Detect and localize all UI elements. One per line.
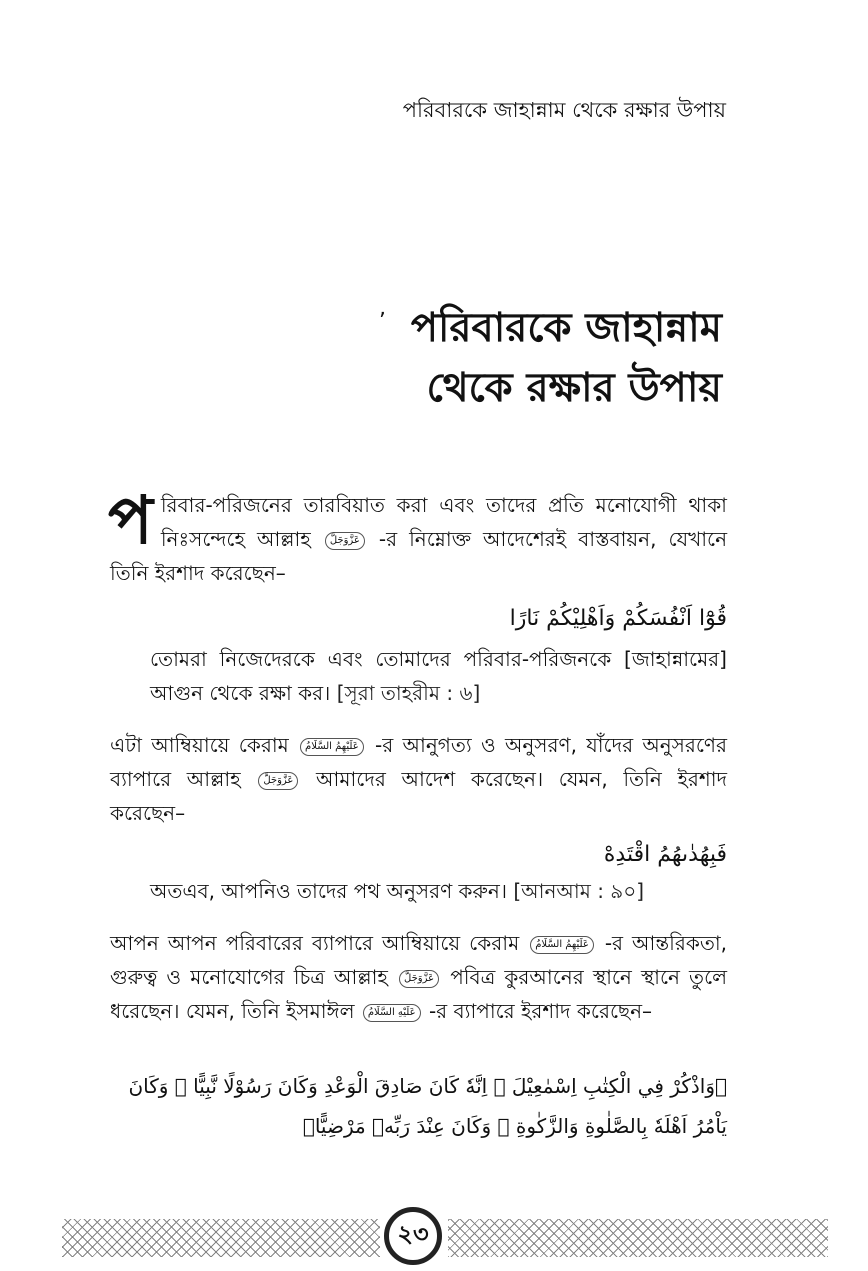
page-number: ২৩ (384, 1207, 442, 1265)
verse-2-arabic: فَبِهُدٰىهُمُ اقْتَدِهْ (603, 842, 727, 867)
honorific-prophets: عَلَيْهِمُ السَّلَامُ (530, 936, 594, 954)
paragraph-3-text-a: আপন আপন পরিবারের ব্যাপারে আম্বিয়ায়ে কেরাম (110, 931, 520, 955)
page-footer (0, 1205, 868, 1271)
chapter-title-line-2: থেকে রক্ষার উপায় (426, 365, 722, 411)
paragraph-1 (108, 482, 728, 590)
chapter-title (378, 298, 722, 418)
footer-border-right (448, 1219, 828, 1257)
main-text (108, 482, 728, 590)
verse-2-translation-text: অতএব, আপনিও তাদের পথ অনুসরণ করুন। (150, 879, 507, 903)
verse-2-translation (110, 874, 727, 908)
honorific-allah: عَزَّوَجَلَّ (399, 970, 439, 988)
title-mark: ʼ (378, 309, 386, 334)
honorific-prophet: عَلَيْهِ السَّلَامُ (363, 1004, 421, 1022)
paragraph-3-text-b: -র আন্তরিকতা, গুরুত্ব ও মনোযোগের চিত্র আল্লাহ (110, 931, 728, 989)
chapter-title-line-1: পরিবারকে জাহান্নাম (410, 305, 722, 351)
honorific-allah: عَزَّوَجَلَّ (258, 772, 298, 790)
paragraph-3 (110, 926, 727, 1028)
honorific-allah: عَزَّوَجَلَّ (325, 532, 365, 550)
paragraph-3-text-c: পবিত্র কুরআনের স্থানে স্থানে তুলে ধরেছেন। যেমন, তিনি ইসমাঈল (110, 965, 728, 1023)
verse-2-reference: [আনআম : ৯০] (513, 879, 645, 903)
verse-3-arabic: ﴿وَاذْكُرْ فِي الْكِتٰبِ اِسْمٰعِيْلَ ۫ اِنَّهٗ كَانَ صَادِقَ الْوَعْدِ وَكَانَ رَسُوْلًا نَّبِيًّا ۚ وَكَانَ يَاْمُرُ اَهْلَهٗ بِالصَّلٰوةِ وَالزَّكٰوةِ ۪ وَكَانَ عِنْدَ رَبِّهٖ مَرْضِيًّا﴾ (128, 1074, 727, 1138)
honorific-prophets: عَلَيْهِمُ السَّلَامُ (300, 738, 364, 756)
verse-1-translation (110, 642, 727, 710)
running-header: পরিবারকে জাহান্নাম থেকে রক্ষার উপায় (402, 98, 726, 122)
paragraph-2-text-a: এটা আম্বিয়ায়ে কেরাম (110, 733, 289, 757)
paragraph-2 (110, 728, 727, 830)
paragraph-2-text-c: আমাদের আদেশ করেছেন। যেমন, তিনি ইরশাদ করেছেন– (110, 767, 727, 825)
verse-1-arabic: قُوْٓا اَنْفُسَكُمْ وَاَهْلِيْكُمْ نَارًا (509, 606, 727, 631)
footer-border-left (62, 1219, 380, 1257)
paragraph-2-text-b: -র আনুগত্য ও অনুসরণ, যাঁদের অনুসরণের ব্যাপারে আল্লাহ (110, 733, 727, 791)
paragraph-3-text-d: -র ব্যাপারে ইরশাদ করেছেন– (428, 999, 653, 1023)
verse-1-translation-text: তোমরা নিজেদেরকে এবং তোমাদের পরিবার-পরিজনকে [জাহান্নামের] আগুন থেকে রক্ষা কর। (150, 647, 727, 705)
drop-cap: প (108, 482, 153, 559)
paragraph-1-text-a: রিবার-পরিজনের তারবিয়াত করা এবং তাদের প্রতি মনোযোগী থাকা নিঃসন্দেহে আল্লাহ (160, 493, 727, 551)
paragraph-1-text-b: -র নিম্নোক্ত আদেশেরই বাস্তবায়ন, যেখানে তিনি ইরশাদ করেছেন– (110, 527, 728, 585)
verse-1-reference: [সূরা তাহরীম : ৬] (336, 681, 481, 705)
